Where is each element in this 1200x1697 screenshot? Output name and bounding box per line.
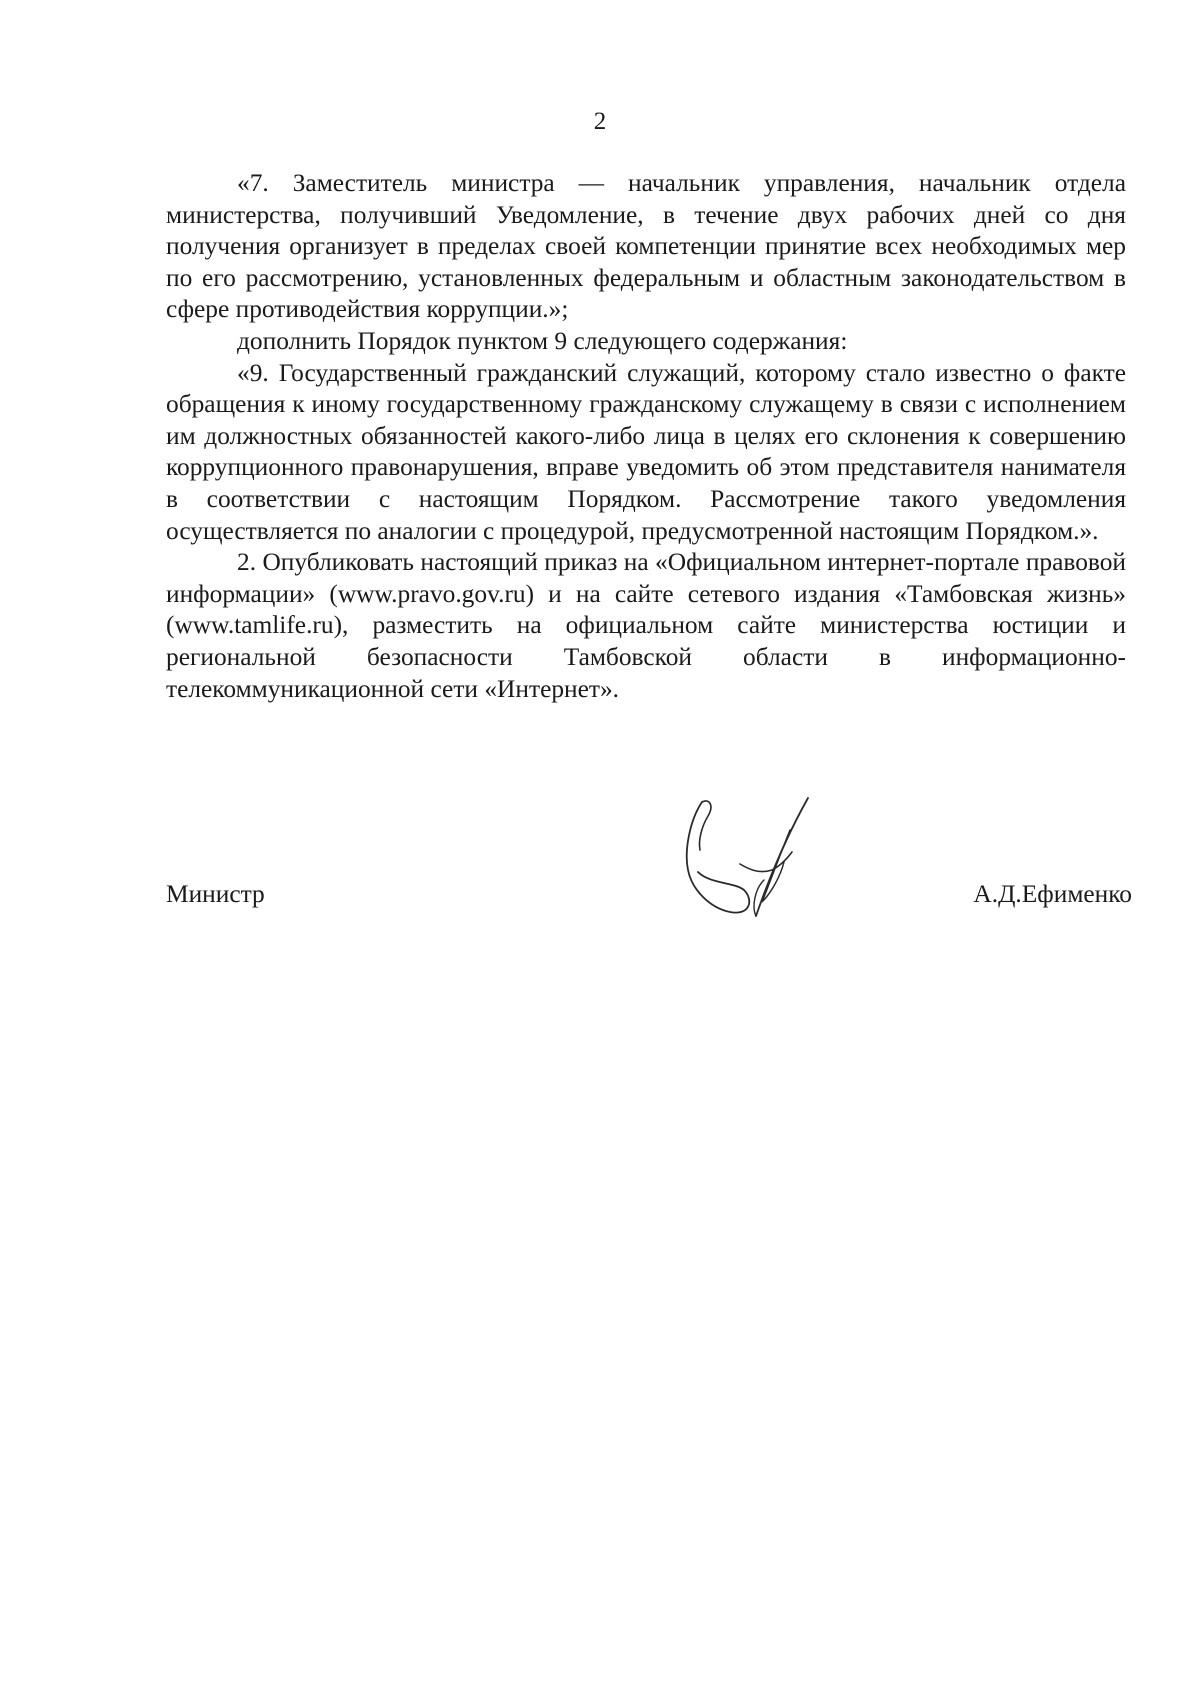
signature-block <box>166 880 1132 920</box>
page-number: 2 <box>593 108 607 135</box>
paragraph-item-7: «7. Заместитель министра — начальник управления, начальник отдела министерства, получивший Уведомление, в течение двух рабочих дней со дня получения организует в пределах своей компетенции принятие всех необходимых мер по его рассмотрению, установленных федеральным и областным законодательством в сфере противодействия коррупции.»; <box>166 169 1126 324</box>
paragraph-amendment-intro: дополнить Порядок пунктом 9 следующего содержания: <box>237 326 848 355</box>
paragraph-publication: 2. Опубликовать настоящий приказ на «Официальном интернет-портале правовой информации» (www.pravo.gov.ru) и на сайте сетевого издания «Тамбовская жизнь» (www.tamlife.ru), разместить на официальном сайте министерства юстиции и региональной безопасности Тамбовской области в информационно-телекоммуникационной сети «Интернет». <box>166 548 1126 703</box>
document-body <box>166 168 1126 705</box>
signatory-name: А.Д.Ефименко <box>973 880 1132 908</box>
signatory-title: Министр <box>166 880 265 908</box>
paragraph-item-9: «9. Государственный гражданский служащий, которому стало известно о факте обращения к иному государственному гражданскому служащему в связи с исполнением им должностных обязанностей какого-либо лица в целях его склонения к совершению коррупционного правонарушения, вправе уведомить об этом представителя нанимателя в соответствии с настоящим Порядком. Рассмотрение такого уведомления осуществляется по аналогии с процедурой, предусмотренной настоящим Порядком.». <box>166 358 1126 545</box>
